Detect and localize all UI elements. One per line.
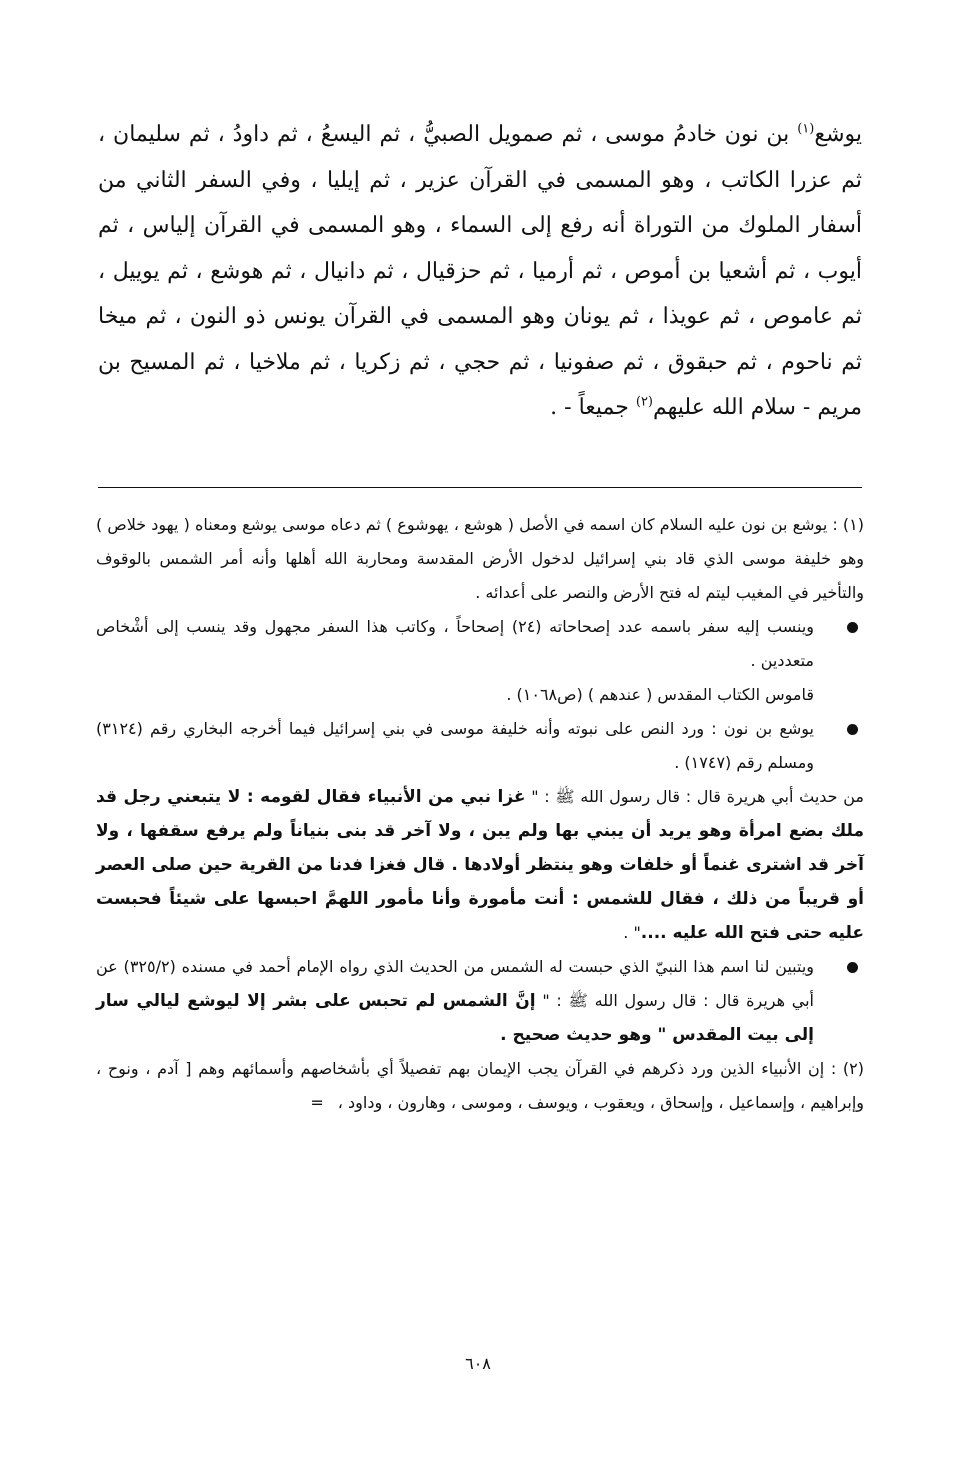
footnote-2 [96,1052,864,1120]
footnotes-section [96,508,864,1120]
bullet-dot-icon [847,724,858,735]
bullet-dot-icon [847,622,858,633]
bullet-dot-icon [847,962,858,973]
hadith-bold-text: غزا نبي من الأنبياء فقال لقومه : لا يتبعني رجل قد ملك بضع امرأة وهو يريد أن يبني بها ولم يبن ، ولا آخر قد بنى بنياناً ولم يرفع سقفها ، ولا آخر قد اشترى غنماً أو خلفات وهو ينتظر أولادها . قال فغزا فدنا من القرية حين صلى العصر أو قريباً من ذلك ، فقال للشمس : أنت مأمورة وأنا مأمور اللهمَّ احبسها على شيئاً فحبست عليه حتى فتح الله عليه .... [96,787,864,943]
page-number: ٦٠٨ [465,1354,491,1373]
hadith-block [96,780,864,950]
text-segment: يوشع [814,122,862,147]
bullet-2-text: يوشع بن نون : ورد النص على نبوته وأنه خليفة موسى في بني إسرائيل فيما أخرجه البخاري رقم (٣١٢٤) ومسلم رقم (١٧٤٧) . [96,719,814,772]
main-paragraph [98,112,862,431]
bullet-1-text: وينسب إليه سفر باسمه عدد إصحاحاته (٢٤) إصحاحاً ، وكاتب هذا السفر مجهول وقد ينسب إلى أشْخاص متعددين . [96,617,815,670]
source-reference: قاموس الكتاب المقدس ( عندهم ) (ص١٠٦٨) . [506,685,814,704]
footnote-bullet-3 [96,950,864,1052]
footnote-divider [98,487,862,488]
bullet-3-text: ويتبين لنا اسم هذا النبيّ الذي حبست له الشمس من الحديث الذي رواه الإمام أحمد في مسنده (٣٢٥/٢) عن أبي هريرة قال : قال رسول الله ﷺ : " [96,957,815,1010]
footnote-1-label: (١) : [827,515,864,534]
hadith-end: " . [623,923,641,942]
footnote-bullet-2 [96,712,864,780]
footnote-bullet-1 [96,610,864,678]
text-segment: جميعاً - . [550,395,636,420]
footnote-1-text: يوشع بن نون عليه السلام كان اسمه في الأصل ( هوشع ، يهوشوع ) ثم دعاه موسى يوشع ومعناه ( يهود خلاص ) وهو خليفة موسى الذي قاد بني إسرائيل لدخول الأرض المقدسة ومحاربة الله أهلها وأنه أمر الشمس بالوقوف والتأخير في المغيب ليتم له فتح الأرض والنصر على أعدائه . [96,515,864,602]
hadith-intro: من حديث أبي هريرة قال : قال رسول الله ﷺ : " [525,787,864,806]
footnote-1 [96,508,864,610]
footnote-ref-1[interactable]: (١) [797,121,815,137]
text-segment: بن نون خادمُ موسى ، ثم صمويل الصبيُّ ، ثم اليسعُ ، ثم داودُ ، ثم سليمان ، ثم عزرا الكاتب ، وهو المسمى في القرآن عزير ، ثم إيليا ، وفي السفر الثاني من أسفار الملوك من التوراة أنه رفع إلى السماء ، وهو المسمى في القرآن إلياس ، ثم أيوب ، ثم أشعيا بن أموص ، ثم أرميا ، ثم حزقيال ، ثم دانيال ، ثم هوشع ، ثم يوييل ، ثم عاموص ، ثم عويذا ، ثم يونان وهو المسمى في القرآن يونس ذو النون ، ثم ميخا ثم ناحوم ، ثم حبقوق ، ثم صفونيا ، ثم حجي ، ثم زكريا ، ثم ملاخيا ، ثم المسيح بن مريم - سلام الله عليهم [98,122,862,420]
continuation-mark: = [310,1093,324,1112]
footnote-ref-2[interactable]: (٢) [635,394,653,410]
footnote-2-label: (٢) : [824,1059,865,1078]
bullet-3-bold: إنَّ الشمس لم تحبس على بشر إلا ليوشع ليالي سار إلى بيت المقدس " وهو حديث صحيح . [96,991,814,1045]
main-text [98,112,862,431]
footnote-2-text: إن الأنبياء الذين ورد ذكرهم في القرآن يجب الإيمان بهم تفصيلاً أي بأشخاصهم وأسمائهم وهم [ آدم ، ونوح ، وإبراهيم ، وإسماعيل ، وإسحاق ، ويعقوب ، ويوسف ، وموسى ، وهارون ، وداود ، [96,1059,864,1112]
